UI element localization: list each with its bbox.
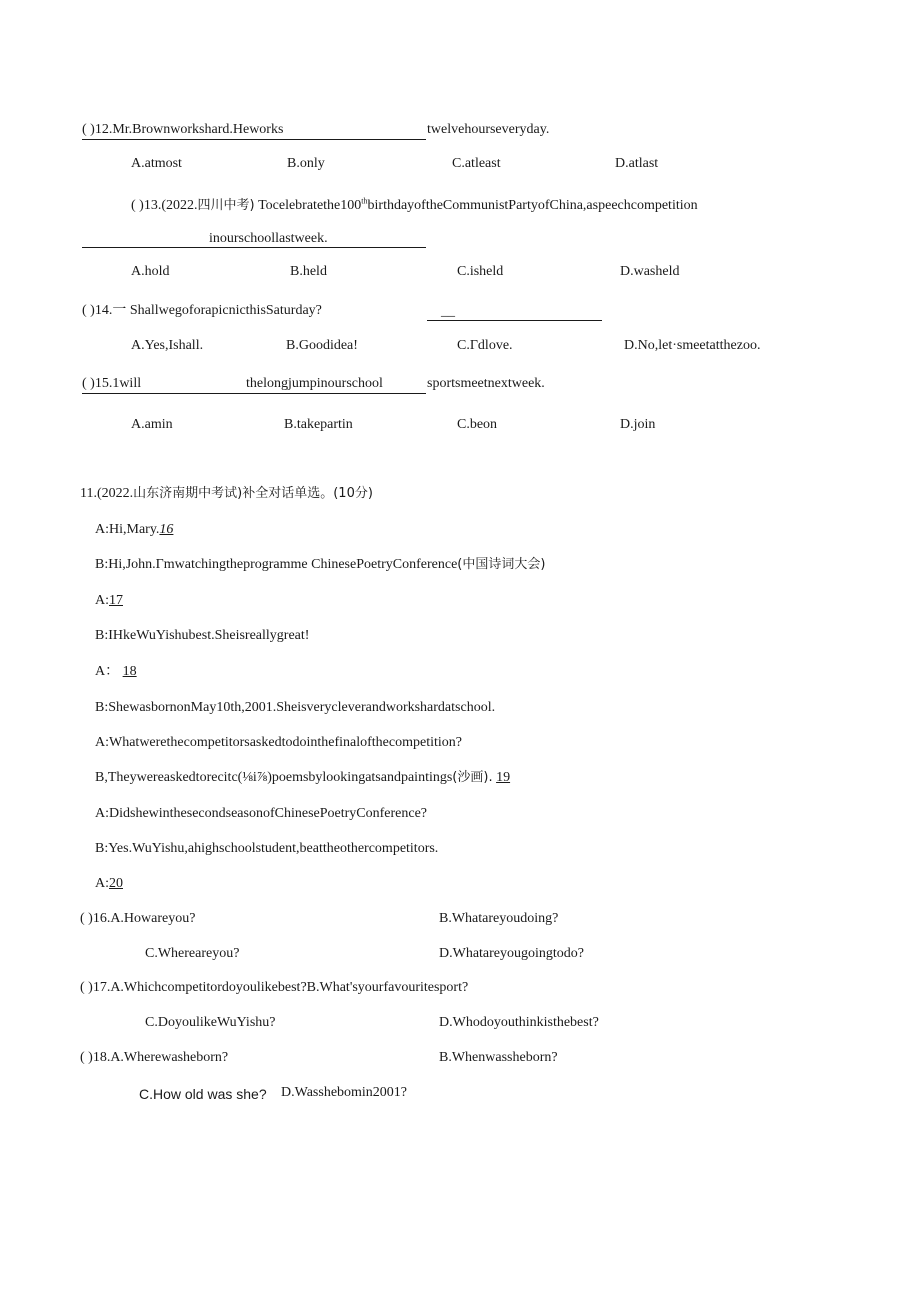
q18-stem: ( )18.A.Wherewasheborn? — [80, 1050, 229, 1065]
q12-stem-end: twelvehourseveryday. — [427, 122, 550, 137]
q18-option-c: C.How old was she? — [139, 1086, 267, 1102]
q14-option-c: C.Γdlove. — [457, 338, 513, 353]
blank-number: 20 — [109, 876, 123, 891]
q12-stem: ( )12.Mr.Brownworkshard.Heworks — [82, 121, 426, 140]
q15-option-d: D.join — [620, 417, 656, 432]
q16-option-c: C.Whereareyou? — [145, 946, 240, 961]
q16-stem: ( )16.A.Howareyou? — [80, 911, 196, 926]
q14-option-b: B.Goodidea! — [286, 338, 358, 353]
q13-option-a: A.hold — [131, 264, 170, 279]
q15-stem: ( )15.1will — [82, 375, 426, 394]
q15-stem-mid: thelongjumpinourschool — [246, 376, 383, 391]
dialogue-line: B,Theywereaskedtorecitc(⅛i⅞)poemsbylookingatsandpaintings(沙画). 19 — [95, 770, 511, 785]
q15-option-c: C.beon — [457, 417, 498, 432]
q12-option-b: B.only — [287, 156, 325, 171]
q14-answer-blank — [427, 320, 602, 321]
q14-option-a: A.Yes,Ishall. — [131, 338, 204, 353]
q13-option-c: C.isheld — [457, 264, 504, 279]
dialogue-line: B:ShewasbornonMay10th,2001.Sheisverycleverandworkshardatschool. — [95, 700, 496, 715]
dialogue-line: A:Hi,Mary.16 — [95, 522, 174, 537]
q12-option-d: D.atlast — [615, 156, 659, 171]
dialogue-line: A:DidshewinthesecondseasonofChinesePoetryConference? — [95, 806, 428, 821]
q16-option-d: D.Whatareyougoingtodo? — [439, 946, 585, 961]
blank-number: 18 — [122, 664, 137, 679]
q16-option-b: B.Whatareyoudoing? — [439, 911, 559, 926]
q17-option-d: D.Whodoyouthinkisthebest? — [439, 1015, 599, 1030]
q18-option-b: B.Whenwassheborn? — [439, 1050, 558, 1065]
blank-number: 16 — [159, 522, 174, 537]
dialogue-line: B:Yes.WuYishu,ahighschoolstudent,beattheothercompetitors. — [95, 841, 439, 856]
q13-option-d: D.washeld — [620, 264, 680, 279]
q12-option-c: C.atleast — [452, 156, 501, 171]
dialogue-line: A:20 — [95, 876, 123, 891]
q17-stem: ( )17.A.Whichcompetitordoyoulikebest?B.What'syourfavouritesport? — [80, 980, 469, 995]
q13-stem: ( )13.(2022.四川中考) Tocelebratethe100thbirthdayoftheCommunistPartyofChina,aspeechcompetition — [131, 196, 698, 213]
q15-stem-end: sportsmeetnextweek. — [427, 376, 545, 391]
q12-option-a: A.atmost — [131, 156, 182, 171]
q15-option-b: B.takepartin — [284, 417, 353, 432]
dialogue-line: B:Hi,John.Γmwatchingtheprogramme ChinesePoetryConference(中国诗词大会) — [95, 557, 546, 572]
q14-option-d: D.No,let·smeetatthezoo. — [624, 338, 761, 353]
dialogue-line: A:17 — [95, 593, 123, 608]
q14-stem: ( )14.一 ShallwegoforapicnicthisSaturday? — [82, 303, 322, 318]
dialogue-line: A： 18 — [95, 664, 137, 679]
blank-number: 17 — [109, 593, 123, 608]
q13-stem-line2: inourschoollastweek. — [209, 231, 328, 246]
blank-number: 19 — [496, 770, 511, 785]
q18-option-d: D.Wasshebomin2001? — [281, 1085, 408, 1100]
q17-option-c: C.DoyoulikeWuYishu? — [145, 1015, 276, 1030]
dialogue-line: B:IHkeWuYishubest.Sheisreallygreat! — [95, 628, 310, 643]
q13-option-b: B.held — [290, 264, 327, 279]
q15-option-a: A.amin — [131, 417, 173, 432]
q14-blank-mark: __ — [441, 304, 455, 319]
section-heading: 11.(2022.山东济南期中考试)补全对话单选。(10分) — [80, 486, 373, 501]
dialogue-line: A:Whatwerethecompetitorsaskedtodointhefinalofthecompetition? — [95, 735, 462, 750]
